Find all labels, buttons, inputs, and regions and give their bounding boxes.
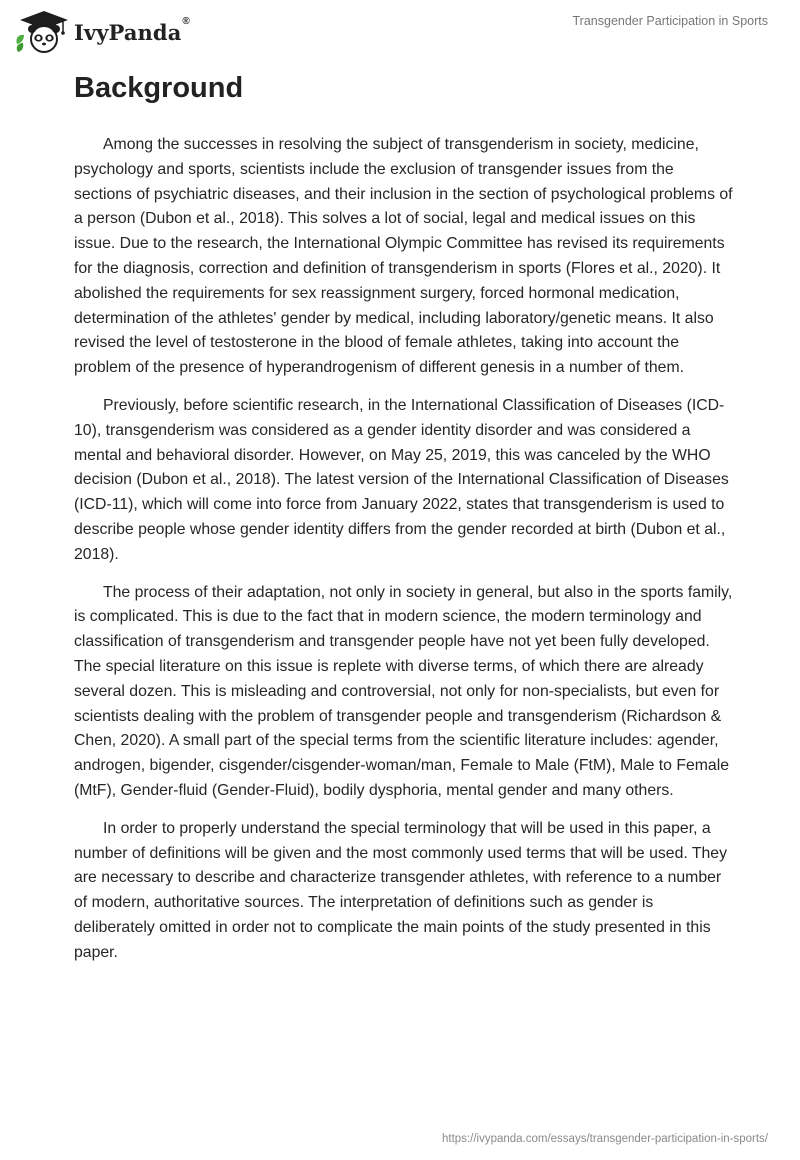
paragraph: The process of their adaptation, not only in society in general, but also in the sports family, is complicated. This is due to the fact that in modern science, the modern terminology and classification of transgenderism and transgender people have not yet been fully developed. The special literature on this issue is replete with diverse terms, of which there are already several dozen. This is misleading and controversial, not only for non-specialists, but even for scientists dealing with the problem of transgender people and transgenderism (Richardson & Chen, 2020). A small part of the special terms from the scientific literature includes: agender, androgen, bigender, cisgender/cisgender-woman/man, Female to Male (FtM), Male to Female (MtF), Gender-fluid (Gender-Fluid), bodily dysphoria, mental gender and many others. — [74, 583, 733, 799]
document-title: Transgender Participation in Sports — [572, 14, 768, 28]
panda-graduate-logo-icon — [14, 8, 70, 54]
paragraph: In order to properly understand the special terminology that will be used in this paper, a number of definitions will be given and the most commonly used terms that will be used. They are necessary to describe and characterize transgender athletes, with reference to a number of modern, authoritative sources. The interpretation of definitions such as gender is deliberately omitted in order not to complicate the main points of the study presented in this paper. — [74, 819, 727, 961]
essay-body — [74, 133, 734, 979]
ivypanda-logo-link[interactable] — [14, 8, 190, 54]
paragraph: Among the successes in resolving the subject of transgenderism in society, medicine, psychology and sports, scientists include the exclusion of transgender issues from the sections of psychiatric diseases, and their inclusion in the section of psychological problems of a person (Dubon et al., 2018). This solves a lot of social, legal and medical issues on this issue. Due to the research, the International Olympic Committee has revised its requirements for the diagnosis, correction and definition of transgenderism in sports (Flores et al., 2020). It abolished the requirements for sex reassignment surgery, forced hormonal medication, determination of the athletes' gender by medical, including laboratory/genetic means. It also revised the level of testosterone in the blood of female athletes, taking into account the problem of the presence of hyperandrogenism of different genesis in a number of them. — [74, 136, 733, 377]
section-heading: Background — [74, 72, 244, 104]
page-header — [0, 0, 800, 60]
registered-mark: ® — [182, 15, 190, 27]
source-url-link[interactable]: https://ivypanda.com/essays/transgender-participation-in-sports/ — [442, 1133, 768, 1145]
paragraph: Previously, before scientific research, in the International Classification of Diseases (ICD-10), transgenderism was considered as a gender identity disorder and was considered a mental and behavioral disorder. However, on May 25, 2019, this was canceled by the WHO decision (Dubon et al., 2018). The latest version of the International Classification of Diseases (ICD-11), which will come into force from January 2022, states that transgenderism is used to describe people whose gender identity differs from the gender recorded at birth (Dubon et al., 2018). — [74, 396, 729, 563]
brand-name: IvyPanda® — [74, 15, 190, 45]
